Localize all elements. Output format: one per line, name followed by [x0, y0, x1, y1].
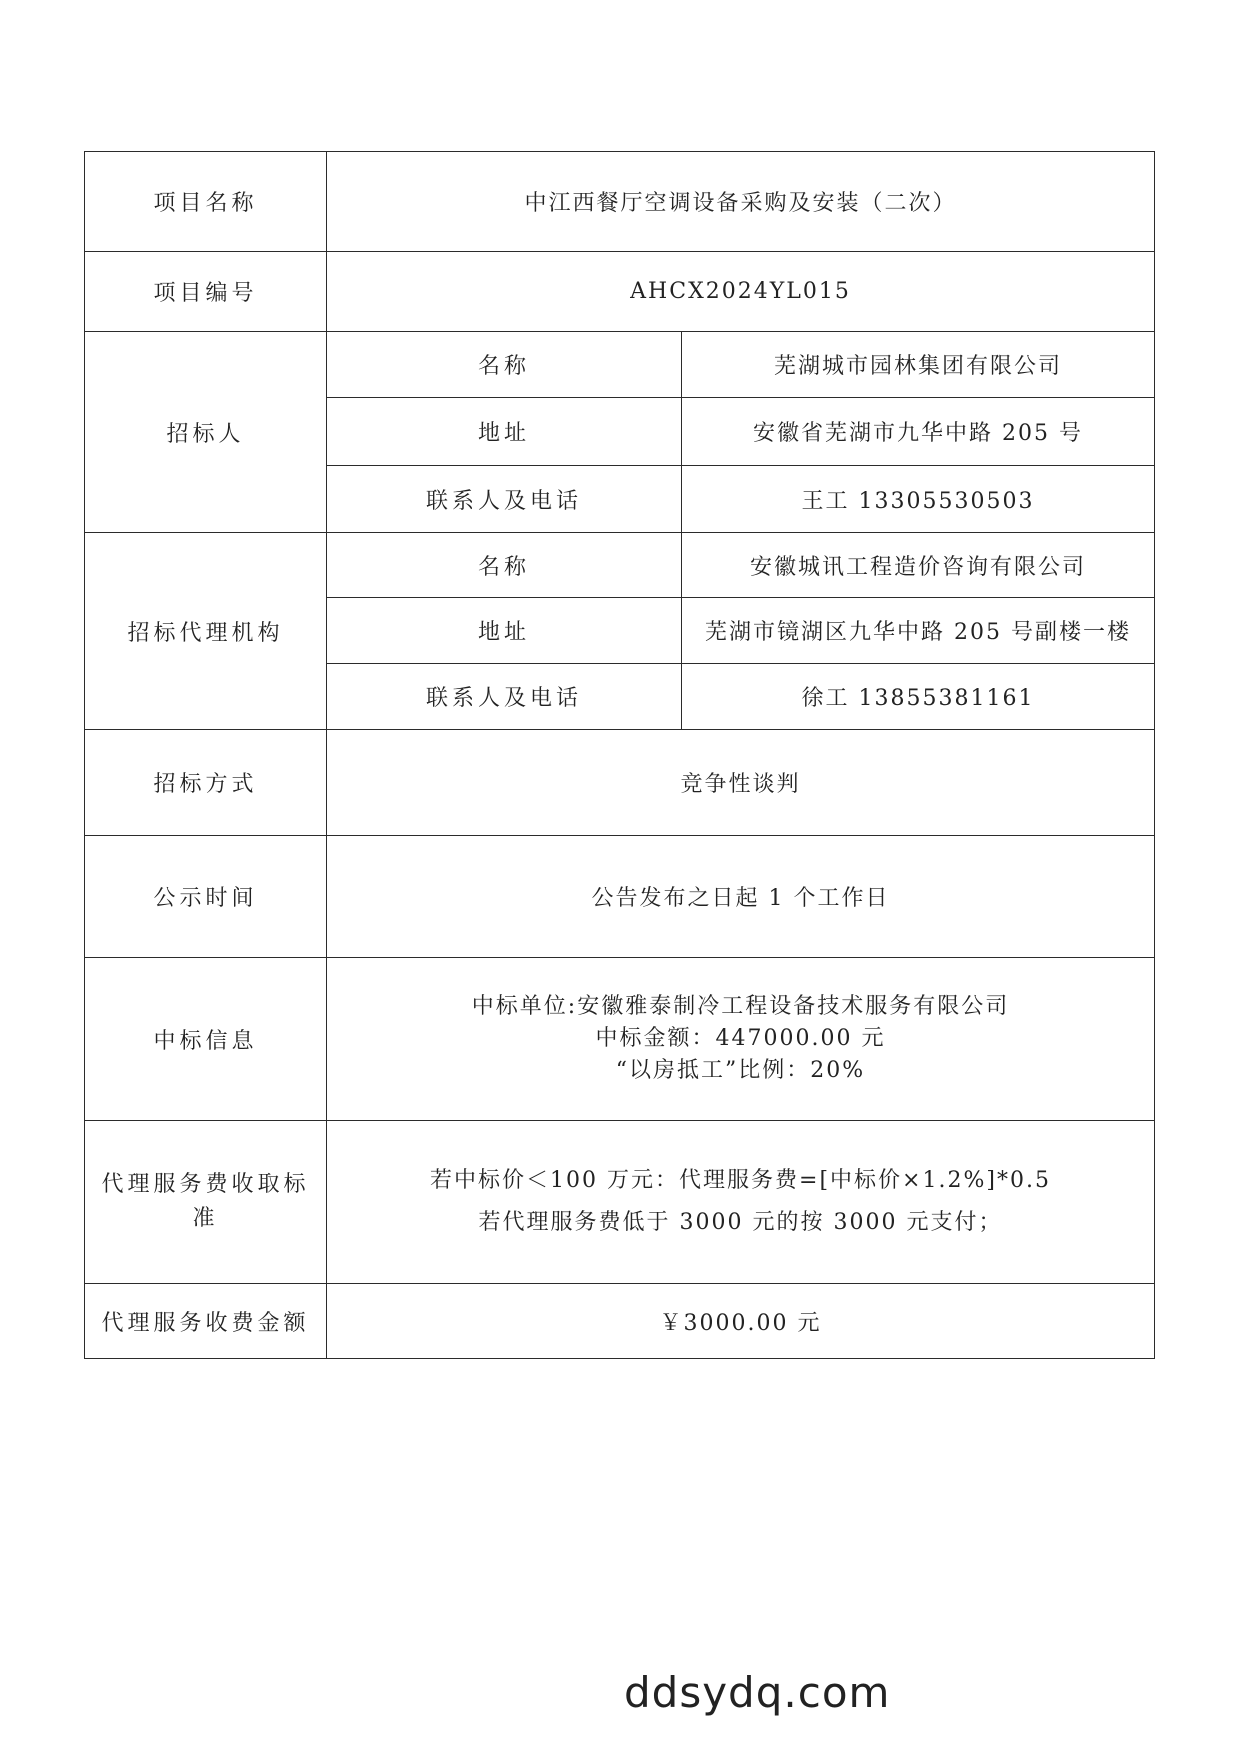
tenderer-contact-label: 联系人及电话	[327, 466, 682, 533]
agency-address-value: 芜湖市镜湖区九华中路 205 号副楼一楼	[682, 598, 1155, 664]
fee-rule-1: 若中标价＜100 万元：代理服务费=[中标价×1.2%]*0.5	[430, 1168, 1051, 1193]
tenderer-label: 招标人	[85, 332, 327, 533]
project-name-row	[85, 152, 1155, 252]
tenderer-name-label: 名称	[327, 332, 682, 398]
award-row	[85, 958, 1155, 1121]
project-code-label: 项目编号	[85, 252, 327, 332]
agency-name-value: 安徽城讯工程造价咨询有限公司	[682, 533, 1155, 598]
bid-result-table	[84, 151, 1155, 1359]
tenderer-contact-value: 王工 13305530503	[682, 466, 1155, 533]
award-ratio: “以房抵工”比例：20%	[615, 1058, 866, 1083]
award-info	[327, 958, 1155, 1121]
fee-rule-2: 若代理服务费低于 3000 元的按 3000 元支付；	[478, 1210, 1003, 1235]
project-name-value: 中江西餐厅空调设备采购及安装（二次）	[327, 152, 1155, 252]
fee-amount-row	[85, 1284, 1155, 1359]
tenderer-name-value: 芜湖城市园林集团有限公司	[682, 332, 1155, 398]
agency-label: 招标代理机构	[85, 533, 327, 730]
publicity-row	[85, 836, 1155, 958]
fee-amount-label: 代理服务收费金额	[85, 1284, 327, 1359]
agency-contact-label: 联系人及电话	[327, 664, 682, 730]
agency-contact-value: 徐工 13855381161	[682, 664, 1155, 730]
award-amount: 中标金额：447000.00 元	[595, 1026, 886, 1051]
publicity-label: 公示时间	[85, 836, 327, 958]
agency-name-row	[85, 533, 1155, 598]
agency-name-label: 名称	[327, 533, 682, 598]
award-label: 中标信息	[85, 958, 327, 1121]
publicity-value: 公告发布之日起 1 个工作日	[327, 836, 1155, 958]
fee-standard-label: 代理服务费收取标准	[85, 1121, 327, 1284]
project-code-value: AHCX2024YL015	[327, 252, 1155, 332]
project-code-row	[85, 252, 1155, 332]
fee-standard-info	[327, 1121, 1155, 1284]
site-watermark: ddsydq.com	[624, 1668, 891, 1717]
method-value: 竞争性谈判	[327, 730, 1155, 836]
method-label: 招标方式	[85, 730, 327, 836]
tenderer-address-label: 地址	[327, 398, 682, 466]
fee-standard-row	[85, 1121, 1155, 1284]
fee-amount-value: ￥3000.00 元	[327, 1284, 1155, 1359]
award-winner: 中标单位:安徽雅泰制冷工程设备技术服务有限公司	[471, 994, 1010, 1019]
project-name-label: 项目名称	[85, 152, 327, 252]
agency-address-label: 地址	[327, 598, 682, 664]
tenderer-address-value: 安徽省芜湖市九华中路 205 号	[682, 398, 1155, 466]
method-row	[85, 730, 1155, 836]
tenderer-name-row	[85, 332, 1155, 398]
